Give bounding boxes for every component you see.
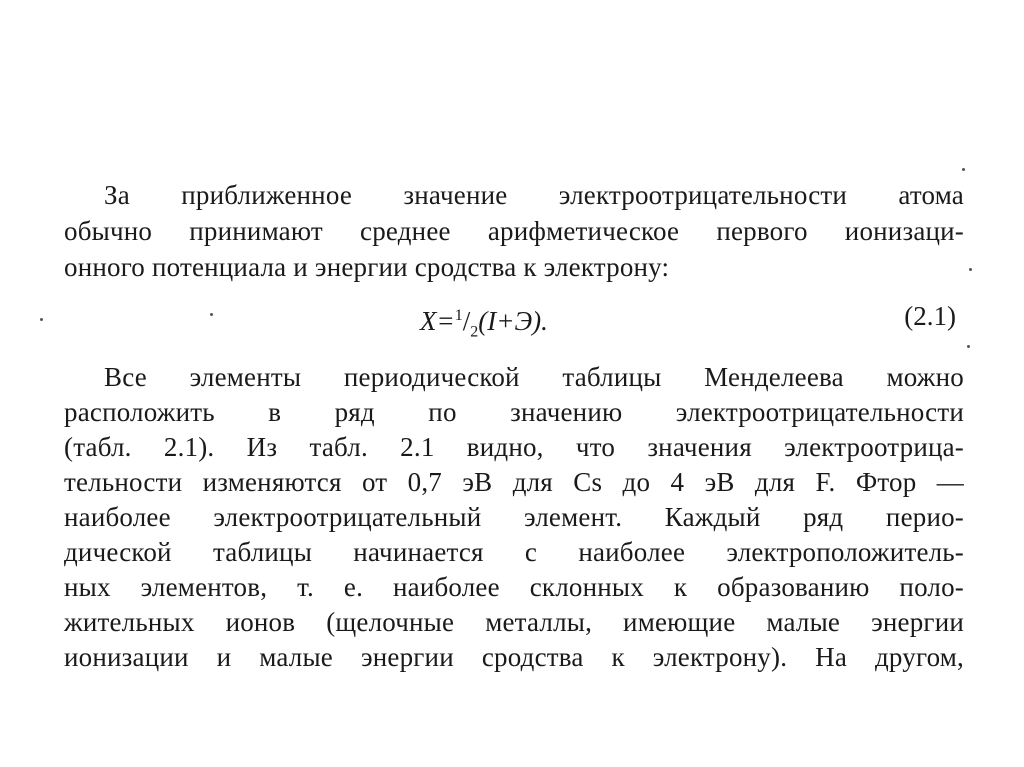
scan-speck: [210, 313, 213, 316]
text-line: (табл. 2.1). Из табл. 2.1 видно, что значения электроотрица-: [64, 432, 964, 462]
text-line: расположить в ряд по значению электроотрицательности: [64, 397, 964, 427]
scan-speck: [962, 168, 965, 171]
equation: [420, 296, 548, 352]
scan-speck: [40, 318, 43, 321]
fraction-denominator: 2: [470, 323, 479, 341]
text-line: жительных ионов (щелочные металлы, имеющие малые энергии: [64, 607, 964, 637]
text-line: тельности изменяются от 0,7 эВ для Cs до 4 эВ для F. Фтор —: [64, 467, 964, 497]
fraction-slash: /: [462, 306, 471, 336]
scan-speck: [967, 345, 970, 348]
fraction-numerator: 1: [454, 307, 463, 324]
text-line: дической таблицы начинается с наиболее электроположитель-: [64, 537, 964, 567]
text-line: обычно принимают среднее арифметическое первого ионизаци-: [64, 216, 964, 246]
text-line: Все элементы периодической таблицы Менделеева можно: [104, 362, 964, 392]
equation-expression: (I+Э).: [478, 306, 548, 336]
text-line: ных элементов, т. е. наиболее склонных к образованию поло-: [64, 572, 964, 602]
equation-lhs: X: [420, 306, 437, 336]
scan-speck: [969, 268, 972, 271]
text-line: За приближенное значение электроотрицательности атома: [104, 180, 964, 210]
text-line: наиболее электроотрицательный элемент. Каждый ряд перио-: [64, 502, 964, 532]
text-line: ионизации и малые энергии сродства к электрону). На другом,: [64, 642, 964, 672]
equation-line: [64, 296, 964, 341]
equation-number: (2.1): [904, 301, 956, 331]
equation-equals: =: [436, 306, 455, 336]
text-line: онного потенциала и энергии сродства к электрону:: [64, 252, 670, 282]
